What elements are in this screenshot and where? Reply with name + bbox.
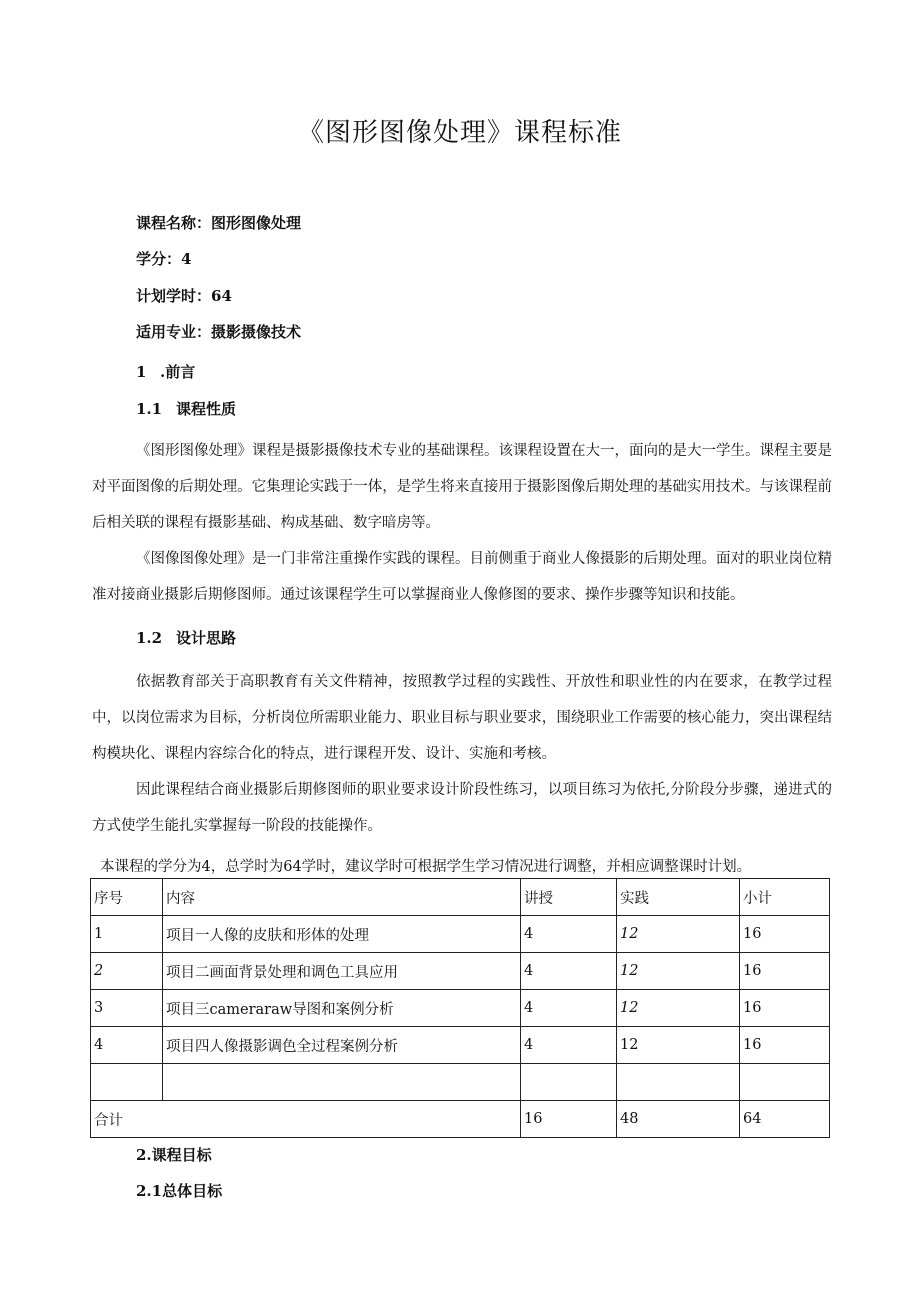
section-2-heading: 2.课程目标 [136, 1146, 212, 1164]
section-title: 设计思路 [176, 629, 237, 647]
table-total-row [91, 1101, 830, 1138]
header-cell: 内容 [163, 879, 521, 916]
table-cell [163, 1064, 521, 1101]
section-number: 1.2 [136, 629, 163, 647]
table-cell: 16 [740, 916, 830, 953]
header-cell: 小计 [740, 879, 830, 916]
table-cell: 4 [521, 1027, 617, 1064]
section-1-1-body [92, 433, 832, 613]
table-cell: 12 [617, 1027, 740, 1064]
paragraph: 《图形图像处理》课程是摄影摄像技术专业的基础课程。该课程设置在大一，面向的是大一学生。课程主要是对平面图像的后期处理。它集理论实践于一体，是学生将来直接用于摄影图像后期处理的基础实用技术。与该课程前后相关联的课程有摄影基础、构成基础、数字暗房等。 [92, 443, 832, 531]
section-1-2-body [92, 664, 832, 844]
table-cell [91, 1064, 163, 1101]
course-name: 课程名称：图形图像处理 [136, 214, 302, 232]
table-cell: 16 [740, 953, 830, 990]
paragraph: 因此课程结合商业摄影后期修图师的职业要求设计阶段性练习，以项目练习为依托,分阶段分步骤，递进式的方式使学生能扎实掌握每一阶段的技能操作。 [92, 782, 832, 834]
section-2-1-heading: 2.1总体目标 [136, 1182, 223, 1200]
section-title: .前言 [160, 363, 196, 381]
table-row-empty [91, 1064, 830, 1101]
table-cell [740, 1064, 830, 1101]
table-cell: 项目四人像摄影调色全过程案例分析 [163, 1027, 521, 1064]
table-cell: 4 [91, 1027, 163, 1064]
section-1-1-heading [136, 398, 236, 419]
table-cell: 3 [91, 990, 163, 1027]
section-title: 课程性质 [176, 400, 237, 418]
section-1-heading [136, 361, 195, 382]
total-label: 合计 [91, 1101, 521, 1138]
table-cell: 4 [521, 953, 617, 990]
table-cell [617, 1064, 740, 1101]
header-cell: 讲授 [521, 879, 617, 916]
section-number: 1 [136, 363, 147, 381]
course-hours: 计划学时：64 [136, 287, 232, 305]
table-row [91, 916, 830, 953]
paragraph: 《图像图像处理》是一门非常注重操作实践的课程。目前侧重于商业人像摄影的后期处理。面对的职业岗位精准对接商业摄影后期修图师。通过该课程学生可以掌握商业人像修图的要求、操作步骤等知识和技能。 [92, 551, 832, 603]
table-cell [521, 1064, 617, 1101]
header-cell: 序号 [91, 879, 163, 916]
table-cell: 16 [740, 1027, 830, 1064]
section-number: 1.1 [136, 400, 163, 418]
course-credits: 学分：4 [136, 250, 192, 268]
total-lecture: 16 [521, 1101, 617, 1138]
table-cell: 项目一人像的皮肤和形体的处理 [163, 916, 521, 953]
header-cell: 实践 [617, 879, 740, 916]
total-practice: 48 [617, 1101, 740, 1138]
table-cell: 1 [91, 916, 163, 953]
table-cell: 12 [617, 953, 740, 990]
table-cell: 4 [521, 916, 617, 953]
table-header-row [91, 879, 830, 916]
table-row [91, 953, 830, 990]
section-1-2-heading [136, 627, 236, 648]
total-hours: 64 [740, 1101, 830, 1138]
table-cell: 12 [617, 916, 740, 953]
table-cell: 项目二画面背景处理和调色工具应用 [163, 953, 521, 990]
table-row [91, 990, 830, 1027]
table-cell: 12 [617, 990, 740, 1027]
course-major: 适用专业：摄影摄像技术 [136, 323, 302, 341]
table-cell: 项目三cameraraw导图和案例分析 [163, 990, 521, 1027]
table-cell: 4 [521, 990, 617, 1027]
paragraph: 依据教育部关于高职教育有关文件精神，按照教学过程的实践性、开放性和职业性的内在要求，在教学过程中，以岗位需求为目标，分析岗位所需职业能力、职业目标与职业要求，围绕职业工作需要的核心能力，突出课程结构模块化、课程内容综合化的特点，进行课程开发、设计、实施和考核。 [92, 674, 832, 762]
table-cell: 2 [91, 953, 163, 990]
table-row [91, 1027, 830, 1064]
table-cell: 16 [740, 990, 830, 1027]
course-hours-table [90, 878, 830, 1138]
table-note: 本课程的学分为4，总学时为64学时，建议学时可根据学生学习情况进行调整，并相应调整课时计划。 [100, 859, 752, 875]
page-title: 《图形图像处理》课程标准 [297, 118, 622, 148]
